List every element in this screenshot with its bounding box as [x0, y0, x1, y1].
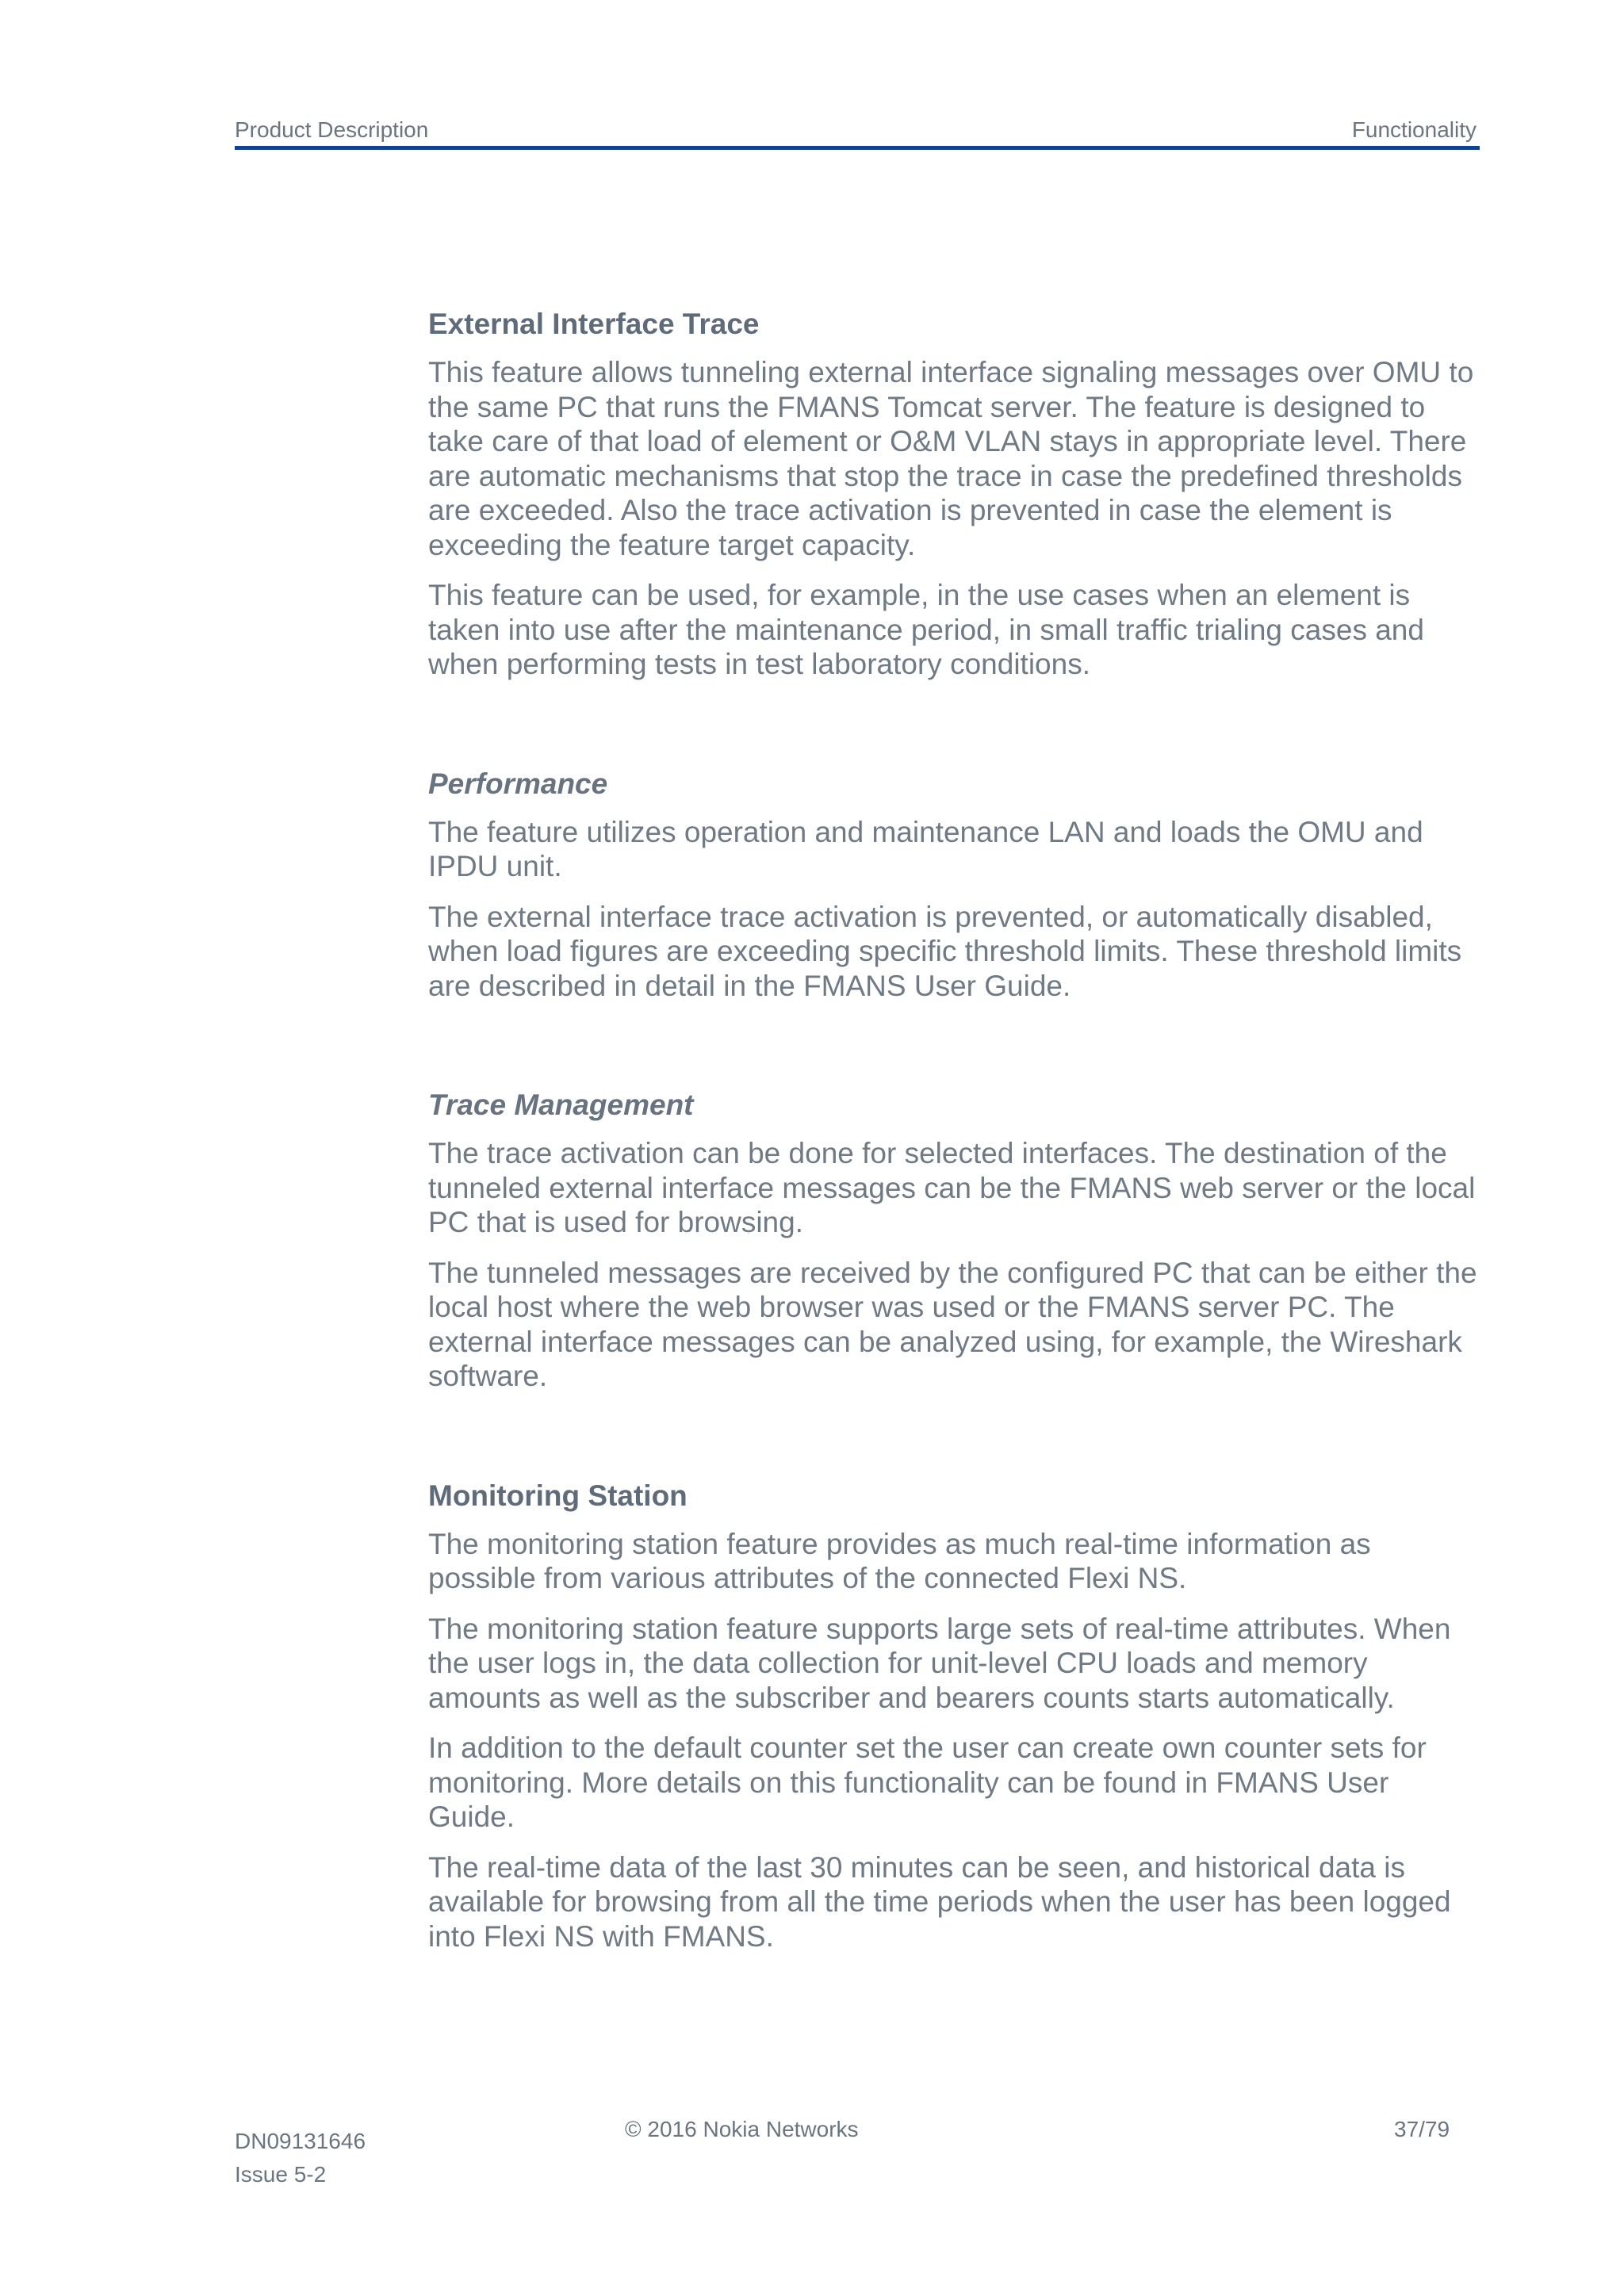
footer-copyright: © 2016 Nokia Networks [625, 2117, 859, 2141]
section-heading: Monitoring Station [428, 1479, 688, 1512]
page-body [428, 304, 1483, 1969]
footer-page-number: 37/79 [1394, 2117, 1450, 2141]
page-header [235, 114, 1480, 150]
paragraph: In addition to the default counter set the user can create own counter sets for monitoring. More details on this functionality can be found in FMANS User Guide. [428, 1732, 1427, 1833]
footer-document-id: DN09131646 [235, 2129, 366, 2153]
paragraph: This feature allows tunneling external interface signaling messages over OMU to the same PC that runs the FMANS Tomcat server. The feature is designed to take care of that load of element or O&M VLAN stays in appropriate level. There are automatic mechanisms that stop the trace in case the predefined thresholds are exceeded. Also the trace activation is prevented in case the element is exceeding the feature target capacity. [428, 356, 1474, 561]
section-performance [428, 764, 1483, 1004]
paragraph: The tunneled messages are received by the configured PC that can be either the local host where the web browser was used or the FMANS server PC. The external interface messages can be analyzed using, for example, the Wireshark software. [428, 1256, 1477, 1392]
paragraph: The monitoring station feature provides as much real-time information as possible from various attributes of the connected Flexi NS. [428, 1527, 1371, 1594]
section-trace-management [428, 1085, 1483, 1394]
paragraph: The trace activation can be done for selected interfaces. The destination of the tunneled external interface messages can be the FMANS web server or the local PC that is used for browsing. [428, 1137, 1476, 1238]
footer-document-info [235, 2125, 366, 2191]
footer-issue: Issue 5-2 [235, 2162, 327, 2187]
paragraph: The feature utilizes operation and maintenance LAN and loads the OMU and IPDU unit. [428, 815, 1423, 882]
subsection-heading: Trace Management [428, 1089, 694, 1121]
header-document-type: Product Description [235, 117, 429, 142]
subsection-heading: Performance [428, 767, 608, 800]
section-heading: External Interface Trace [428, 308, 760, 340]
paragraph: The real-time data of the last 30 minutes can be seen, and historical data is available for browsing from all the time periods when the user has been logged into Flexi NS with FMANS. [428, 1850, 1451, 1953]
paragraph: The monitoring station feature supports large sets of real-time attributes. When the user logs in, the data collection for unit-level CPU loads and memory amounts as well as the subscriber and bearers counts starts automatically. [428, 1612, 1451, 1714]
section-monitoring-station [428, 1476, 1483, 1954]
paragraph: The external interface trace activation is prevented, or automatically disabled, when load figures are exceeding specific threshold limits. These threshold limits are described in detail in the FMANS User Guide. [428, 900, 1462, 1002]
paragraph: This feature can be used, for example, in the use cases when an element is taken into use after the maintenance period, in small traffic trialing cases and when performing tests in test laboratory conditions. [428, 579, 1424, 680]
section-external-interface-trace [428, 304, 1483, 682]
header-chapter-title: Functionality [1351, 117, 1477, 142]
